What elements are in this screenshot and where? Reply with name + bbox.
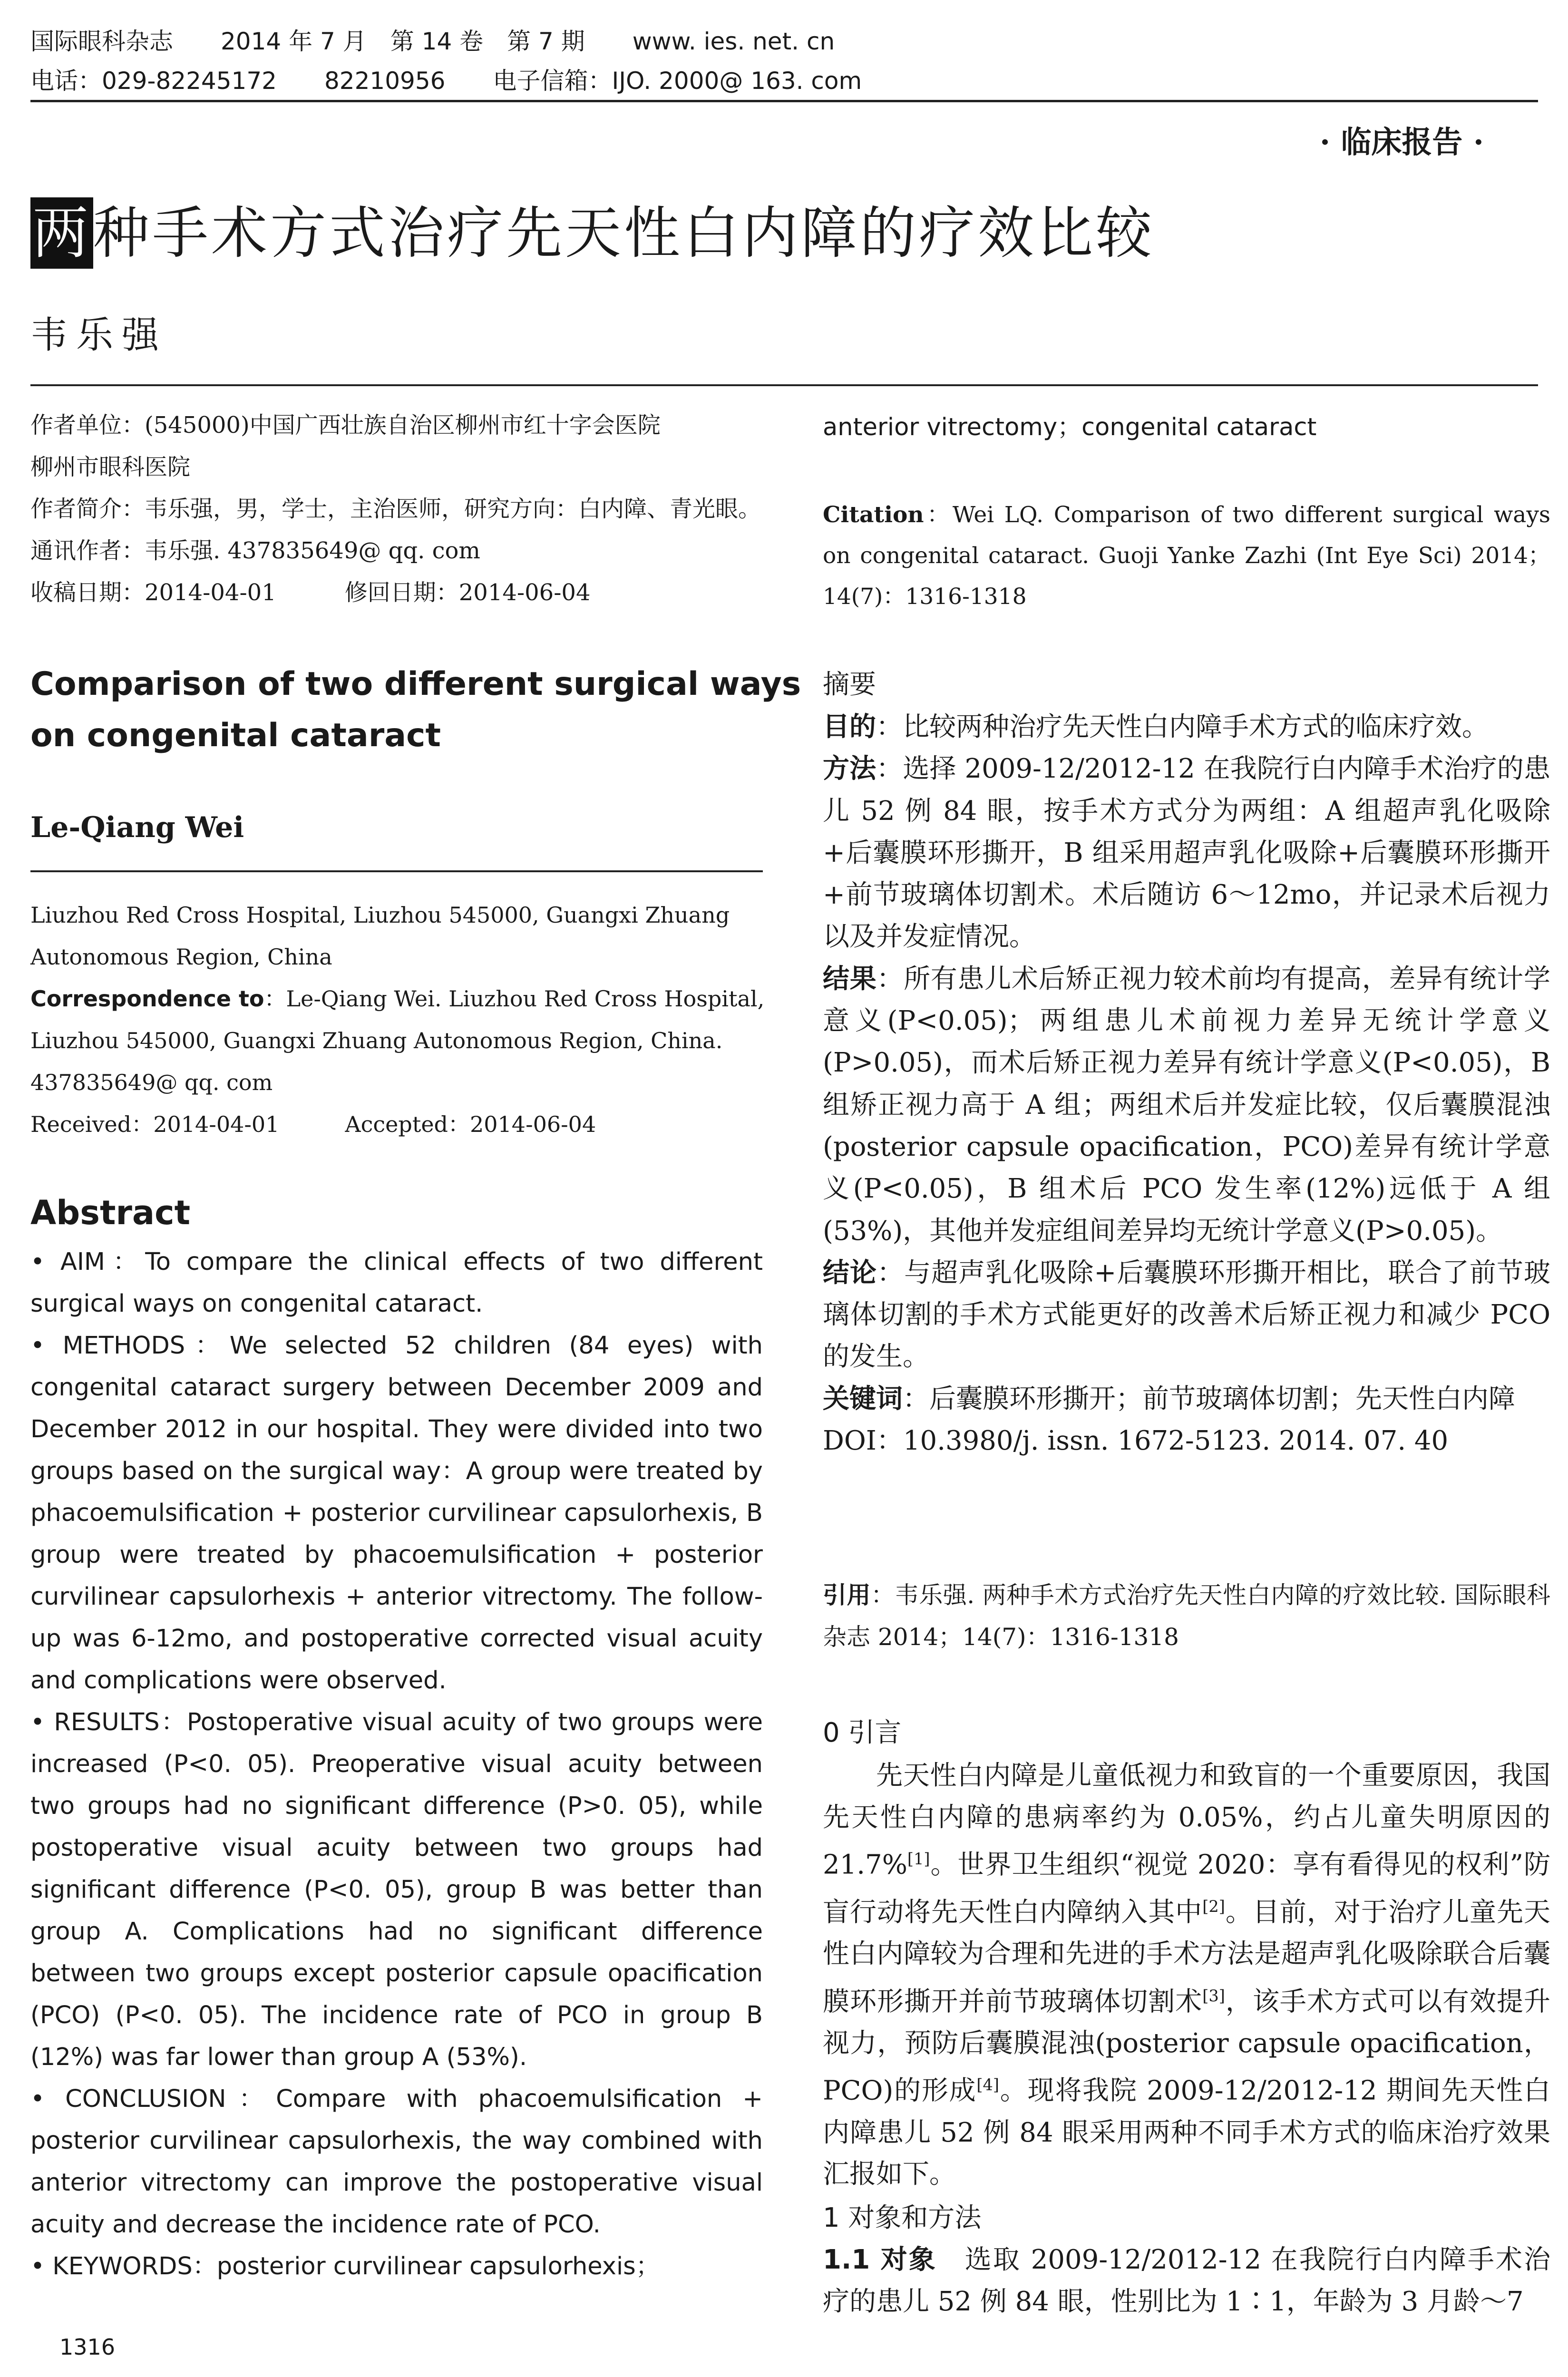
citation-cn-label: 引用 [823, 1581, 871, 1609]
journal-header-line2: 电话：029-82245172 82210956 电子信箱：IJO. 2000@ 163. com [30, 67, 862, 95]
abstract-cn-heading: 摘要 [823, 669, 876, 700]
title-first-char: 两 [30, 197, 93, 269]
abstract-results: • RESULTS：Postoperative visual acuity of two groups were increased (P<0. 05). Preoperative visual acuity between two groups had no significant difference (P>0. 05), while postoperative visual acuity between two groups had significant difference (P<0. 05), group B was better than group A. Complications had no significant difference between two groups except posterior capsule opacification (PCO) (P<0. 05). The incidence rate of PCO in group B (12%) was far lower than group A (53%). [30, 1708, 763, 2071]
english-title-line1: Comparison of two different surgical ways [30, 665, 801, 703]
abstract-en-body [30, 1241, 763, 2288]
intro-text-d: ，该手术方式可以有效提升视力，预防后囊膜混浊(posterior capsule opacification，PCO)的形成 [823, 1986, 1551, 2107]
journal-header-line1: 国际眼科杂志 2014 年 7 月 第 14 卷 第 7 期 www. ies. net. cn [30, 28, 835, 55]
keywords-continued: anterior vitrectomy；congenital cataract [823, 413, 1317, 441]
page-title [30, 197, 1538, 269]
intro-text-c: 。目前，对于治疗儿童先天性白内障较为合理和先进的手术方法是超声乳化吸除联合后囊膜环形撕开并前节玻璃体切割术 [823, 1897, 1551, 2017]
abstract-cn-keywords-label: 关键词 [823, 1383, 903, 1414]
section-tag: · 临床报告 · [1319, 125, 1484, 160]
abstract-cn-keywords [823, 1378, 1550, 1420]
ref-1[interactable]: [1] [907, 1850, 930, 1868]
abstract-conclusion: • CONCLUSION：Compare with phacoemulsification + posterior curvilinear capsulorhexis, the way combined with anterior vitrectomy can improve the postoperative visual acuity and decrease the incidence rate of PCO. [30, 2085, 763, 2239]
abstract-cn-results-label: 结果 [823, 963, 877, 994]
abstract-cn-conclusion-label: 结论 [823, 1257, 877, 1288]
abstract-methods: • METHODS：We selected 52 children (84 eyes) with congenital cataract surgery between December 2009 and December 2012 in our hospital. They were divided into two groups based on the surgical way：A group were treated by phacoemulsification + posterior curvilinear capsulorhexis, B group were treated by phacoemulsification + posterior curvilinear capsulorhexis + anterior vitrectomy. The follow-up was 6-12mo, and postoperative corrected visual acuity and complications were observed. [30, 1332, 763, 1695]
intro-paragraph [823, 1755, 1550, 2195]
correspondence-line3: 437835649@ qq. com [30, 1070, 273, 1095]
abstract-cn-aim-text: ：比较两种治疗先天性白内障手术方式的临床疗效。 [876, 711, 1489, 742]
methods-sub-label: 1.1 对象 [823, 2244, 937, 2275]
english-affiliation [30, 894, 763, 1145]
received-dates-cn: 收稿日期：2014-04-01 修回日期：2014-06-04 [30, 579, 591, 606]
abstract-cn-results [823, 958, 1550, 1252]
affiliation-line1: 作者单位：(545000)中国广西壮族自治区柳州市红十字会医院 [30, 412, 661, 438]
correspondence-line1 [30, 978, 763, 1020]
abstract-cn-results-text: ：所有患儿术后矫正视力较术前均有提高，差异有统计学意义(P<0.05)；两组患儿术前视力差异无统计学意义(P>0.05)，而术后矫正视力差异有统计学意义(P<0.05)，B 组矫正视力高于 A 组；两组术后并发症比较，仅后囊膜混浊(posterior capsule opacification，PCO)差异有统计学意义(P<0.05)，B 组术后 PCO 发生率(12%)远低于 A 组(53%)，其他并发症组间差异均无统计学意义(P>0.05)。 [823, 963, 1551, 1247]
abstract-cn-methods-label: 方法 [823, 753, 877, 785]
affiliation-line2: 柳州市眼科医院 [30, 454, 191, 480]
intro-text-e: 。现将我院 2009-12/2012-12 期间先天性白内障患儿 52 例 84 眼采用两种不同手术方式的临床治疗效果汇报如下。 [823, 2075, 1551, 2190]
author-rule [30, 870, 763, 872]
doi: DOI：10.3980/j. issn. 1672-5123. 2014. 07. 40 [823, 1425, 1449, 1457]
citation-en-text: ：Wei LQ. Comparison of two different surgical ways on congenital cataract. Guoji Yanke Zazhi (Int Eye Sci) 2014；14(7)：1316-1318 [823, 502, 1550, 610]
corresponding-author: 通讯作者：韦乐强. 437835649@ qq. com [30, 537, 480, 564]
intro-text-a: 先天性白内障是儿童低视力和致盲的一个重要原因，我国先天性白内障的患病率约为 0.05%，约占儿童失明原因的 21.7% [823, 1760, 1550, 1880]
citation-cn [823, 1574, 1550, 1658]
header-rule [30, 100, 1538, 102]
abstract-cn-conclusion-text: ：与超声乳化吸除+后囊膜环形撕开相比，联合了前节玻璃体切割的手术方式能更好的改善术后矫正视力和减少 PCO 的发生。 [823, 1257, 1551, 1373]
abstract-cn-keywords-text: ：后囊膜环形撕开；前节玻璃体切割；先天性白内障 [903, 1383, 1515, 1414]
abstract-cn-aim [823, 706, 1550, 748]
abstract-heading: Abstract [30, 1193, 191, 1232]
ref-2[interactable]: [2] [1202, 1897, 1225, 1916]
citation-en-label: Citation [823, 502, 924, 528]
author-intro: 作者简介：韦乐强，男，学士，主治医师，研究方向：白内障、青光眼。 [30, 496, 761, 522]
correspondence-line2: Liuzhou 545000, Guangxi Zhuang Autonomous Region, China. [30, 1028, 723, 1053]
abstract-keywords: • KEYWORDS：posterior curvilinear capsulorhexis； [30, 2252, 660, 2280]
abstract-cn-methods-text: ：选择 2009-12/2012-12 在我院行白内障手术治疗的患儿 52 例 84 眼，按手术方式分为两组：A 组超声乳化吸除+后囊膜环形撕开，B 组采用超声乳化吸除+后囊膜环形撕开+前节玻璃体切割术。术后随访 6～12mo，并记录术后视力以及并发症情况。 [823, 753, 1551, 953]
correspondence-text: ：Le-Qiang Wei. Liuzhou Red Cross Hospital, [264, 986, 765, 1012]
title-rule [30, 384, 1538, 386]
english-affil-line1: Liuzhou Red Cross Hospital, Liuzhou 545000, Guangxi Zhuang [30, 902, 730, 928]
abstract-cn-aim-label: 目的 [823, 711, 876, 742]
intro-heading: 0 引言 [823, 1717, 902, 1748]
correspondence-label: Correspondence to [30, 986, 264, 1012]
english-title-line2: on congenital cataract [30, 717, 441, 754]
ref-3[interactable]: [3] [1202, 1986, 1225, 2005]
citation-en [823, 495, 1550, 617]
title-rest: 种手术方式治疗先天性白内障的疗效比较 [93, 200, 1155, 266]
citation-cn-text: ：韦乐强. 两种手术方式治疗先天性白内障的疗效比较. 国际眼科杂志 2014；14(7)：1316-1318 [823, 1581, 1551, 1651]
english-title [30, 659, 801, 761]
page-number: 1316 [59, 2334, 116, 2360]
abstract-cn-conclusion [823, 1252, 1550, 1378]
english-affil-line2: Autonomous Region, China [30, 944, 332, 970]
methods-sub-text: 选取 2009-12/2012-12 在我院行白内障手术治疗的患儿 52 例 84 眼，性别比为 1∶1，年龄为 3 月龄～7 [823, 2244, 1551, 2317]
methods-heading: 1 对象和方法 [823, 2202, 982, 2233]
english-author: Le-Qiang Wei [30, 811, 244, 844]
abstract-cn-methods [823, 748, 1550, 958]
intro-text-b: 。世界卫生组织“视觉 2020：享有看得见的权利”防盲行动将先天性白内障纳入其中 [823, 1849, 1550, 1928]
ref-4[interactable]: [4] [976, 2075, 999, 2094]
abstract-aim: • AIM：To compare the clinical effects of two different surgical ways on congenital cataract. [30, 1248, 763, 1318]
received-dates-en: Received：2014-04-01 Accepted：2014-06-04 [30, 1111, 596, 1137]
methods-subsection [823, 2239, 1550, 2323]
author-cn: 韦乐强 [30, 314, 168, 357]
abstract-cn-body [823, 706, 1550, 1462]
affiliation-cn [30, 404, 763, 614]
